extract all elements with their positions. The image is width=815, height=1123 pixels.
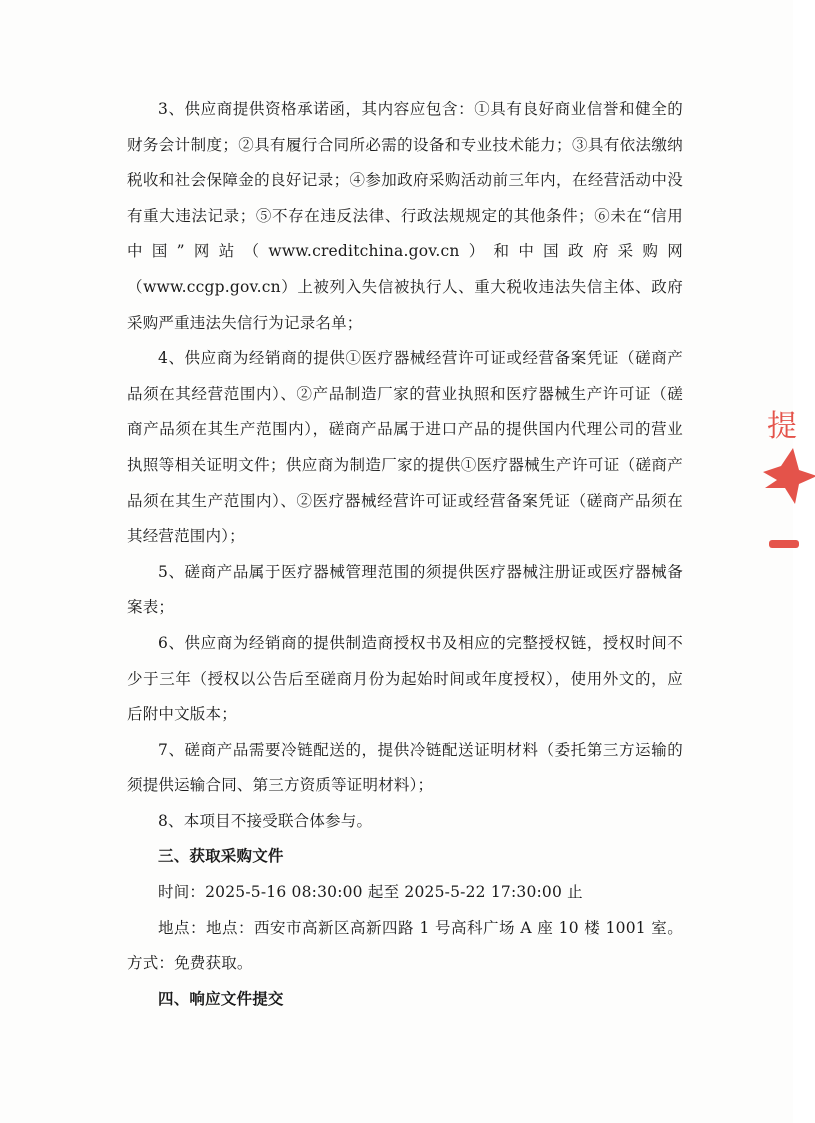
document-body	[127, 92, 683, 1017]
obtain-time: 时间：2025-5-16 08:30:00 起至 2025-5-22 17:30:00 止	[158, 883, 583, 902]
obtain-location: 地点：地点：西安市高新区高新四路 1 号高科广场 A 座 10 楼 1001 室。方式：免费获取。	[127, 918, 683, 973]
seal-smudge	[769, 540, 799, 548]
qualification-item-7: 7、磋商产品需要冷链配送的，提供冷链配送证明材料（委托第三方运输的须提供运输合同、第三方资质等证明材料）；	[127, 740, 683, 795]
seal-character: 提	[767, 409, 797, 444]
qualification-item-3: 3、供应商提供资格承诺函，其内容应包含：①具有良好商业信誉和健全的财务会计制度；②具有履行合同所必需的设备和专业技术能力；③具有依法缴纳税收和社会保障金的良好记录；④参加政府采购活动前三年内，在经营活动中没有重大违法记录；⑤不存在违反法律、行政法规规定的其他条件；⑥未在“信用中国”网站（www.creditchina.gov.cn）和中国政府采购网（www.ccgp.gov.cn）上被列入失信被执行人、重大税收违法失信主体、政府采购严重违法失信行为记录名单；	[127, 100, 683, 332]
qualification-item-4: 4、供应商为经销商的提供①医疗器械经营许可证或经营备案凭证（磋商产品须在其经营范围内）、②产品制造厂家的营业执照和医疗器械生产许可证（磋商产品须在其生产范围内），磋商产品属于进口产品的提供国内代理公司的营业执照等相关证明文件；供应商为制造厂家的提供①医疗器械生产许可证（磋商产品须在其生产范围内）、②医疗器械经营许可证或经营备案凭证（磋商产品须在其经营范围内）；	[127, 349, 683, 546]
qualification-item-6: 6、供应商为经销商的提供制造商授权书及相应的完整授权链，授权时间不少于三年（授权以公告后至磋商月份为起始时间或年度授权），使用外文的，应后附中文版本；	[127, 633, 683, 724]
qualification-item-5: 5、磋商产品属于医疗器械管理范围的须提供医疗器械注册证或医疗器械备案表；	[127, 562, 683, 617]
qualification-item-8: 8、本项目不接受联合体参与。	[158, 811, 373, 830]
seal-star-icon	[763, 448, 815, 504]
official-seal-stamp	[755, 400, 815, 560]
section-heading-obtain-documents: 三、获取采购文件	[158, 847, 284, 866]
seal-stamp-graphic	[755, 400, 815, 560]
section-heading-submit-response: 四、响应文件提交	[158, 989, 284, 1008]
